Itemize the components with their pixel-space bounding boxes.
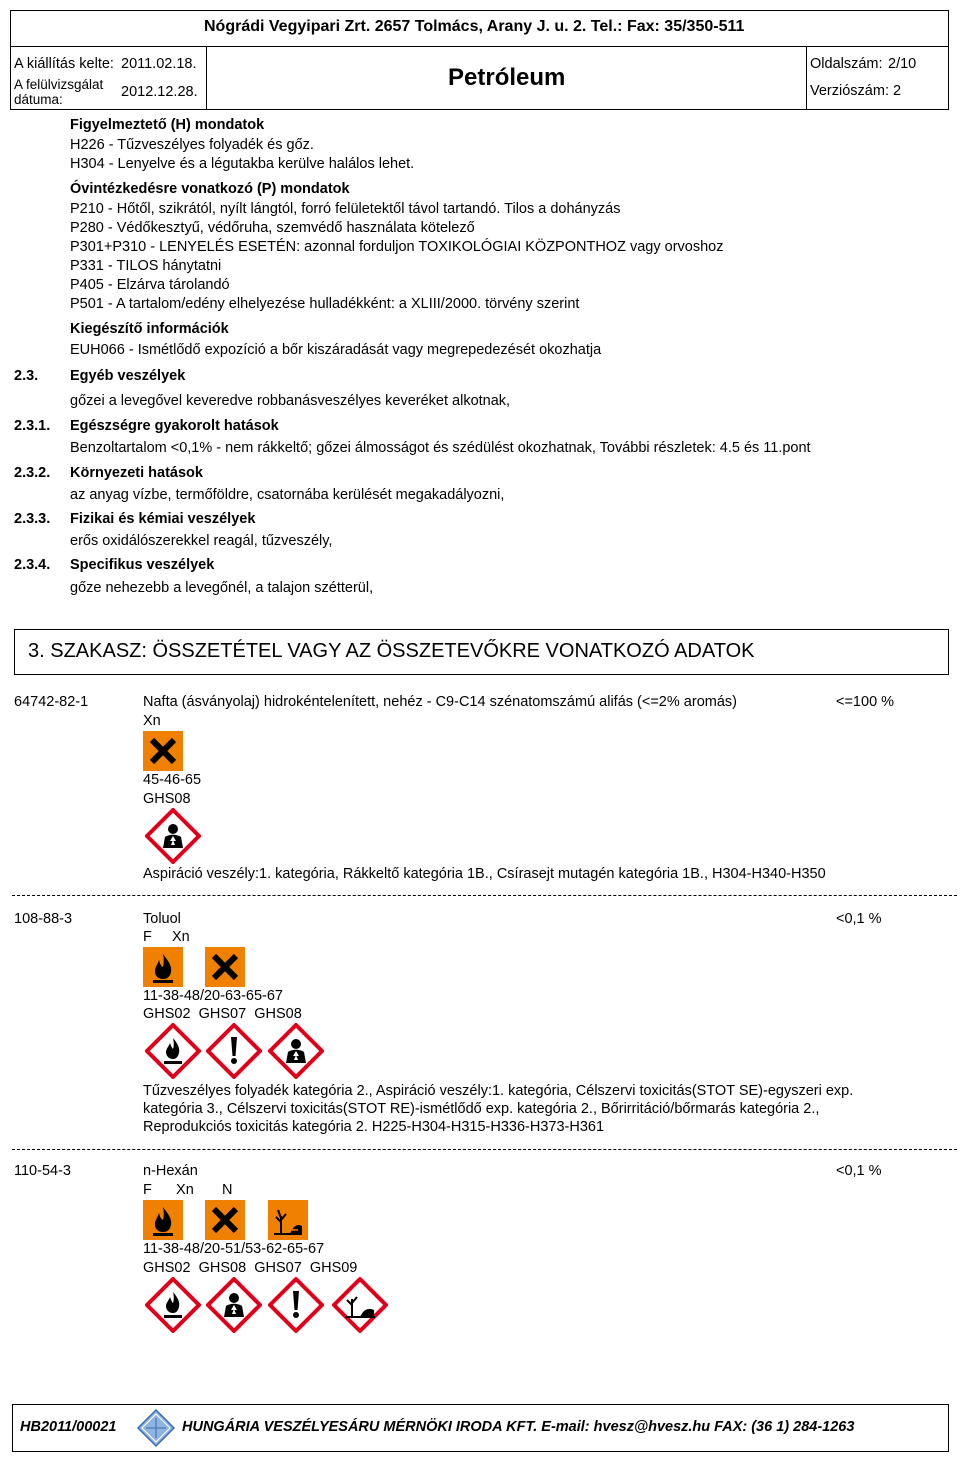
component-classification: Reprodukciós toxicitás kategória 2. H225-H304-H315-H336-H373-H361 <box>143 1119 605 1135</box>
subsection-text: Benzoltartalom <0,1% - nem rákkeltő; gőzei álmosságot és szédülést okozhatnak, További részletek: 4.5 és 11.pont <box>70 440 811 456</box>
harmful-x-icon <box>205 1200 245 1240</box>
component-cas: 64742-82-1 <box>14 694 89 710</box>
ghs02-flame-icon <box>145 1023 201 1079</box>
section-3-title: 3. SZAKASZ: ÖSSZETÉTEL VAGY AZ ÖSSZETEVŐKRE VONATKOZÓ ADATOK <box>28 640 755 662</box>
component-separator <box>12 895 957 896</box>
issue-label: A kiállítás kelte: <box>14 56 114 72</box>
precaution-statement: P405 - Elzárva tárolandó <box>70 277 230 293</box>
component-name: Nafta (ásványolaj) hidrokéntelenített, nehéz - C9-C14 szénatomszámú alifás (<=2% aromás) <box>143 694 737 710</box>
component-r-phrases: 45-46-65 <box>143 772 202 788</box>
environment-n-icon <box>268 1200 308 1240</box>
subsection-number: 2.3.1. <box>14 418 51 434</box>
subsection-text: az anyag vízbe, termőföldre, csatornába kerülését megakadályozni, <box>70 487 505 503</box>
precaution-statement: P331 - TILOS hánytatni <box>70 258 222 274</box>
subsection-title: Egyéb veszélyek <box>70 368 186 384</box>
subsection-title: Környezeti hatások <box>70 465 203 481</box>
flammable-f-icon <box>143 1200 183 1240</box>
company-line: Nógrádi Vegyipari Zrt. 2657 Tolmács, Arany J. u. 2. Tel.: Fax: 35/350-511 <box>204 18 745 35</box>
issue-date: 2011.02.18. <box>121 56 197 72</box>
subsection-title: Specifikus veszélyek <box>70 557 215 573</box>
component-cas: 108-88-3 <box>14 911 73 927</box>
component-symbols: Xn <box>143 713 161 729</box>
component-separator <box>12 1149 957 1150</box>
component-symbols: F Xn <box>143 929 190 945</box>
component-concentration: <0,1 % <box>836 1163 882 1179</box>
component-r-phrases: 11-38-48/20-63-65-67 <box>143 988 283 1004</box>
component-classification: kategória 3., Célszervi toxicitás(STOT RE)-ismétlődő exp. kategória 2., Bőrirritáció/bőrmarás kategória 2., <box>143 1101 820 1117</box>
component-classification: Aspiráció veszély:1. kategória, Rákkeltő kategória 1B., Csírasejt mutagén kategória 1B., H304-H340-H350 <box>143 866 826 882</box>
flammable-f-icon <box>143 947 183 987</box>
subsection-title: Egészségre gyakorolt hatások <box>70 418 279 434</box>
revision-date: 2012.12.28. <box>121 84 198 100</box>
hazard-statement: H226 - Tűzveszélyes folyadék és gőz. <box>70 137 314 153</box>
precaution-statement: P280 - Védőkesztyű, védőruha, szemvédő használata kötelező <box>70 220 475 236</box>
component-symbols: F Xn N <box>143 1182 233 1198</box>
ghs08-health-hazard-icon <box>268 1023 324 1079</box>
subsection-text: gőze nehezebb a levegőnél, a talajon szétterül, <box>70 580 374 596</box>
header-divider <box>10 46 949 47</box>
ghs08-health-hazard-icon <box>206 1277 262 1333</box>
ghs09-environment-icon <box>332 1277 388 1333</box>
component-ghs-codes: GHS02 GHS08 GHS07 GHS09 <box>143 1260 358 1276</box>
component-ghs-codes: GHS08 <box>143 791 191 807</box>
page-value: 2/10 <box>888 56 917 72</box>
revision-label-2: dátuma: <box>14 92 63 107</box>
harmful-x-icon <box>143 731 183 771</box>
precaution-statement: P501 - A tartalom/edény elhelyezése hulladékként: a XLIII/2000. törvény szerint <box>70 296 580 312</box>
page-label: Oldalszám: <box>810 56 883 72</box>
ghs07-exclamation-icon <box>206 1023 262 1079</box>
precaution-statement: P301+P310 - LENYELÉS ESETÉN: azonnal forduljon TOXIKOLÓGIAI KÖZPONTHOZ vagy orvoshoz <box>70 239 724 255</box>
component-name: n-Hexán <box>143 1163 198 1179</box>
precaution-statement: P210 - Hőtől, szikrától, nyílt lángtól, forró felületektől távol tartandó. Tilos a dohányzás <box>70 201 621 217</box>
ghs08-health-hazard-icon <box>145 808 201 864</box>
version-label: Verziószám: 2 <box>810 83 902 99</box>
component-cas: 110-54-3 <box>14 1163 71 1179</box>
subsection-number: 2.3. <box>14 368 39 384</box>
subsection-title: Fizikai és kémiai veszélyek <box>70 511 256 527</box>
supplementary-title: Kiegészítő információk <box>70 321 229 337</box>
component-concentration: <=100 % <box>836 694 895 710</box>
component-classification: Tűzveszélyes folyadék kategória 2., Aspiráció veszély:1. kategória, Célszervi toxicitás(STOT SE)-egyszeri exp. <box>143 1083 854 1099</box>
header-vline-right <box>806 46 807 110</box>
component-name: Toluol <box>143 911 181 927</box>
footer-text: HUNGÁRIA VESZÉLYESÁRU MÉRNÖKI IRODA KFT. E-mail: hvesz@hvesz.hu FAX: (36 1) 284-1263 <box>182 1419 855 1435</box>
product-title: Petróleum <box>448 64 566 91</box>
component-r-phrases: 11-38-48/20-51/53-62-65-67 <box>143 1241 325 1257</box>
ghs07-exclamation-icon <box>268 1277 324 1333</box>
subsection-text: gőzei a levegővel keveredve robbanásveszélyes keveréket alkotnak, <box>70 393 511 409</box>
subsection-number: 2.3.4. <box>14 557 51 573</box>
company-logo-icon <box>136 1408 176 1448</box>
component-ghs-codes: GHS02 GHS07 GHS08 <box>143 1006 302 1022</box>
ghs02-flame-icon <box>145 1277 201 1333</box>
hazard-statement: H304 - Lenyelve és a légutakba kerülve halálos lehet. <box>70 156 415 172</box>
hazard-statements-title: Figyelmeztető (H) mondatok <box>70 117 265 133</box>
subsection-number: 2.3.3. <box>14 511 51 527</box>
harmful-x-icon <box>205 947 245 987</box>
header-vline-left <box>206 46 207 110</box>
subsection-text: erős oxidálószerekkel reagál, tűzveszély, <box>70 533 333 549</box>
supplementary-text: EUH066 - Ismétlődő expozíció a bőr kiszáradását vagy megrepedezését okozhatja <box>70 342 602 358</box>
precaution-statements-title: Óvintézkedésre vonatkozó (P) mondatok <box>70 181 350 197</box>
footer-doc-id: HB2011/00021 <box>20 1419 117 1435</box>
component-concentration: <0,1 % <box>836 911 882 927</box>
revision-label-1: A felülvizsgálat <box>14 77 104 92</box>
subsection-number: 2.3.2. <box>14 465 51 481</box>
